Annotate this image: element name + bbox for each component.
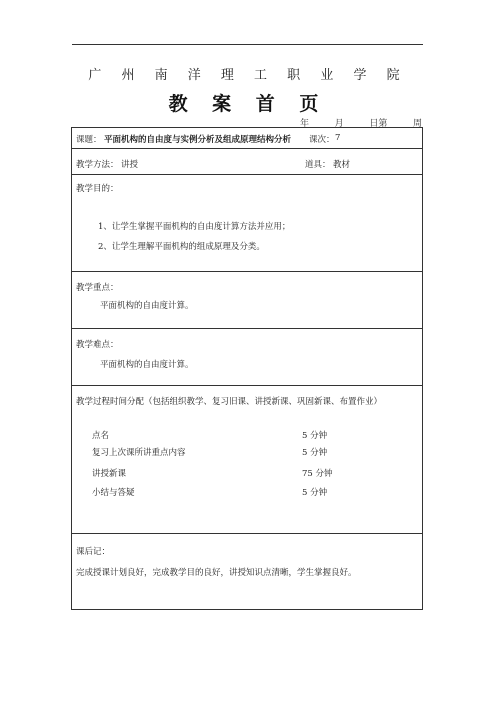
date-year: 年 — [300, 119, 310, 129]
tools-value: 教材 — [333, 160, 351, 170]
notes-row — [72, 534, 422, 609]
difficulties-row — [72, 329, 422, 386]
method-label: 教学方法： — [76, 160, 119, 170]
lesson-plan-table — [71, 127, 423, 610]
date-week: 周 — [412, 119, 422, 129]
difficulties-content: 平面机构的自由度计算。 — [100, 360, 194, 370]
tools-label: 道具： — [305, 160, 331, 170]
process-item-name: 点名 — [92, 431, 110, 441]
school-name: 广 州 南 洋 理 工 职 业 学 院 — [88, 68, 408, 83]
date-month: 月 — [334, 119, 344, 129]
process-item-time: 75 分钟 — [302, 469, 333, 479]
key-points-row — [72, 272, 422, 329]
topic-row — [72, 128, 422, 149]
process-row — [72, 386, 422, 534]
header-rule — [72, 44, 423, 45]
objectives-label: 教学目的： — [76, 184, 119, 194]
method-value: 讲授 — [121, 160, 139, 170]
session-label: 课次： — [309, 135, 335, 145]
process-item-name: 讲授新课 — [92, 469, 127, 479]
notes-label: 课后记： — [76, 547, 111, 557]
key-points-label: 教学重点： — [76, 283, 119, 293]
date-day-week: 日第 — [369, 119, 388, 129]
key-points-content: 平面机构的自由度计算。 — [100, 301, 194, 311]
topic-value: 平面机构的自由度与实例分析及组成原理结构分析 — [104, 135, 292, 145]
objective-item: 2、让学生理解平面机构的组成原理及分类。 — [98, 242, 265, 252]
objectives-row — [72, 175, 422, 272]
process-item-time: 5 分钟 — [302, 431, 328, 441]
objective-item: 1、让学生掌握平面机构的自由度计算方法并应用； — [98, 222, 291, 232]
process-item-time: 5 分钟 — [302, 448, 328, 458]
process-item-time: 5 分钟 — [302, 488, 328, 498]
topic-label: 课题： — [76, 135, 102, 145]
notes-content: 完成授课计划良好，完成教学目的良好，讲授知识点清晰，学生掌握良好。 — [76, 568, 357, 578]
difficulties-label: 教学难点： — [76, 340, 119, 350]
process-label: 教学过程时间分配（包括组织教学、复习旧课、讲授新课、巩固新课、布置作业） — [76, 397, 383, 407]
process-item-name: 复习上次课所讲重点内容 — [92, 448, 186, 458]
page-title: 教 案 首 页 — [168, 93, 328, 115]
session-value: 7 — [335, 133, 341, 143]
method-row — [72, 149, 422, 175]
process-item-name: 小结与答疑 — [92, 488, 135, 498]
